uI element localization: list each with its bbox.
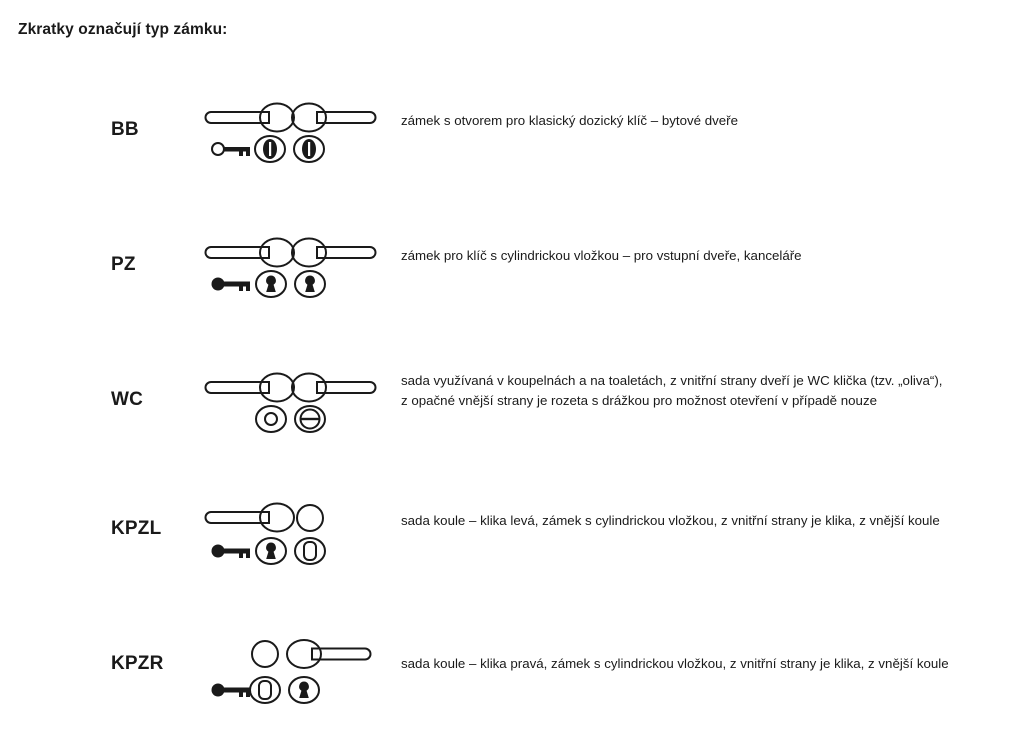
knob-right-handle-with-cylinder-rosettes-icon (205, 630, 385, 710)
description-line-1: sada koule – klika levá, zámek s cylindrickou vložkou, z vnitřní strany je klika, z vnější koule (401, 513, 940, 528)
lock-type-code: WC (111, 389, 144, 410)
description-line-2: z opačné vnější strany je rozeta s drážkou pro možnost otevření v případě nouze (401, 393, 877, 408)
description-line-1: zámek s otvorem pro klasický dozický klíč – bytové dveře (401, 113, 738, 128)
description-line-1: sada koule – klika pravá, zámek s cylindrickou vložkou, z vnitřní strany je klika, z vnější koule (401, 656, 949, 671)
page-title: Zkratky označují typ zámku: (18, 21, 228, 38)
lock-type-code: BB (111, 119, 139, 140)
lock-type-code: PZ (111, 254, 136, 275)
lock-type-description (401, 654, 1001, 674)
lock-type-description (401, 371, 1001, 411)
description-line-1: zámek pro klíč s cylindrickou vložkou – pro vstupní dveře, kanceláře (401, 248, 802, 263)
handle-pair-with-bb-keyhole-rosettes-icon (205, 95, 385, 175)
lock-type-description (401, 511, 1001, 531)
lock-type-code: KPZR (111, 653, 164, 674)
description-line-1: sada využívaná v koupelnách a na toaletách, z vnitřní strany dveří je WC klička (tzv. „oliva“), (401, 373, 943, 388)
lock-type-description (401, 246, 1001, 266)
lock-type-description (401, 111, 1001, 131)
handle-pair-with-cylinder-rosettes-icon (205, 230, 385, 310)
knob-left-handle-with-cylinder-rosettes-icon (205, 495, 385, 575)
handle-pair-with-wc-turn-and-slot-rosettes-icon (205, 365, 385, 445)
lock-type-code: KPZL (111, 518, 162, 539)
